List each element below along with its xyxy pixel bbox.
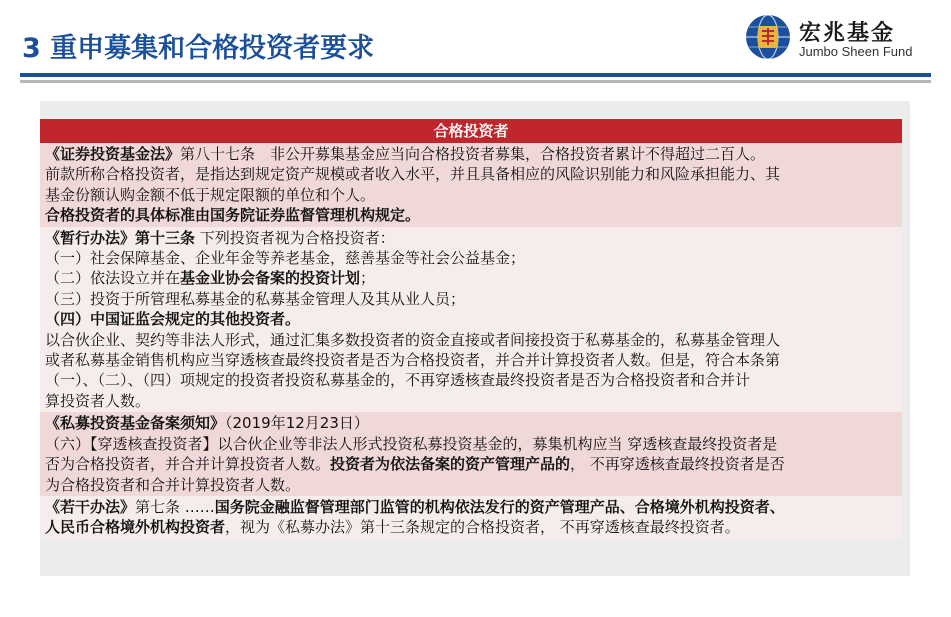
- text-line: 《证券投资基金法》第八十七条 非公开募集基金应当向合格投资者募集，合格投资者累计不得超过二百人。: [45, 145, 766, 163]
- section-several-measures: [40, 496, 902, 539]
- text-line: 为合格投资者和合并计算投资者人数。: [45, 475, 301, 494]
- text-line: 《暂行办法》第十三条 下列投资者视为合格投资者：: [45, 228, 395, 247]
- text-line: （四）中国证监会规定的其他投资者。: [45, 310, 301, 329]
- text-line: 基金份额认购金额不低于规定限额的单位和个人。: [45, 185, 376, 204]
- law-title: 《暂行办法》第十三条: [45, 228, 196, 247]
- text-line: 合格投资者的具体标准由国务院证券监督管理机构规定。: [45, 206, 421, 225]
- section-securities-fund-law: [40, 143, 902, 227]
- text-line: 否为合格投资者，并合并计算投资者人数。投资者为依法备案的资产管理产品的， 不再穿透核查最终投资者是否: [45, 455, 785, 474]
- section-filing-notice: [40, 412, 902, 496]
- law-title: 《证券投资基金法》: [45, 145, 181, 163]
- law-title: 《若干办法》: [45, 497, 136, 516]
- page-title: 3 重申募集和合格投资者要求: [22, 33, 375, 64]
- text-line: （一）社会保障基金、企业年金等养老基金，慈善基金等社会公益基金；: [45, 249, 526, 268]
- company-logo: [745, 14, 935, 64]
- text-line: （一）、（二）、（四）项规定的投资者投资私募基金的，不再穿透核查最终投资者是否为合格投资者和合并计: [45, 371, 751, 390]
- text-line: 以合伙企业、契约等非法人形式，通过汇集多数投资者的资金直接或者间接投资于私募基金的，私募基金管理人: [45, 330, 781, 349]
- text-line: 人民币合格境外机构投资者，视为《私募办法》第十三条规定的合格投资者， 不再穿透核查最终投资者。: [45, 518, 740, 537]
- qualified-investor-table: [40, 119, 902, 539]
- logo-chinese-name: 宏兆基金: [799, 20, 896, 46]
- text-line: 前款所称合格投资者，是指达到规定资产规模或者收入水平，并且具备相应的风险识别能力和风险承担能力、其: [45, 165, 781, 184]
- table-header: 合格投资者: [40, 119, 902, 143]
- text-line: （二）依法设立并在基金业协会备案的投资计划；: [45, 269, 376, 288]
- text-line: 算投资者人数。: [45, 391, 151, 410]
- text-line: （三）投资于所管理私募基金的私募基金管理人及其从业人员；: [45, 289, 466, 308]
- globe-icon: [745, 14, 791, 60]
- text-line: （六）【穿透核查投资者】以合伙企业等非法人形式投资私募投资基金的，募集机构应当 穿透核查最终投资者是: [45, 434, 778, 453]
- logo-english-name: Jumbo Sheen Fund: [799, 44, 913, 59]
- text-line: 《若干办法》第七条 ……国务院金融监督管理部门监管的机构依法发行的资产管理产品、合格境外机构投资者、: [45, 497, 785, 516]
- text-line: 或者私募基金销售机构应当穿透核查最终投资者是否为合格投资者，并合并计算投资者人数。但是，符合本条第: [45, 351, 781, 370]
- header-divider-gray: [20, 80, 931, 83]
- slide-header: [0, 0, 951, 86]
- section-interim-measures: [40, 227, 902, 413]
- text-line: 《私募投资基金备案须知》（2019年12月23日）: [45, 414, 369, 433]
- law-title: 《私募投资基金备案须知》: [45, 414, 226, 433]
- header-divider-blue: [20, 73, 931, 77]
